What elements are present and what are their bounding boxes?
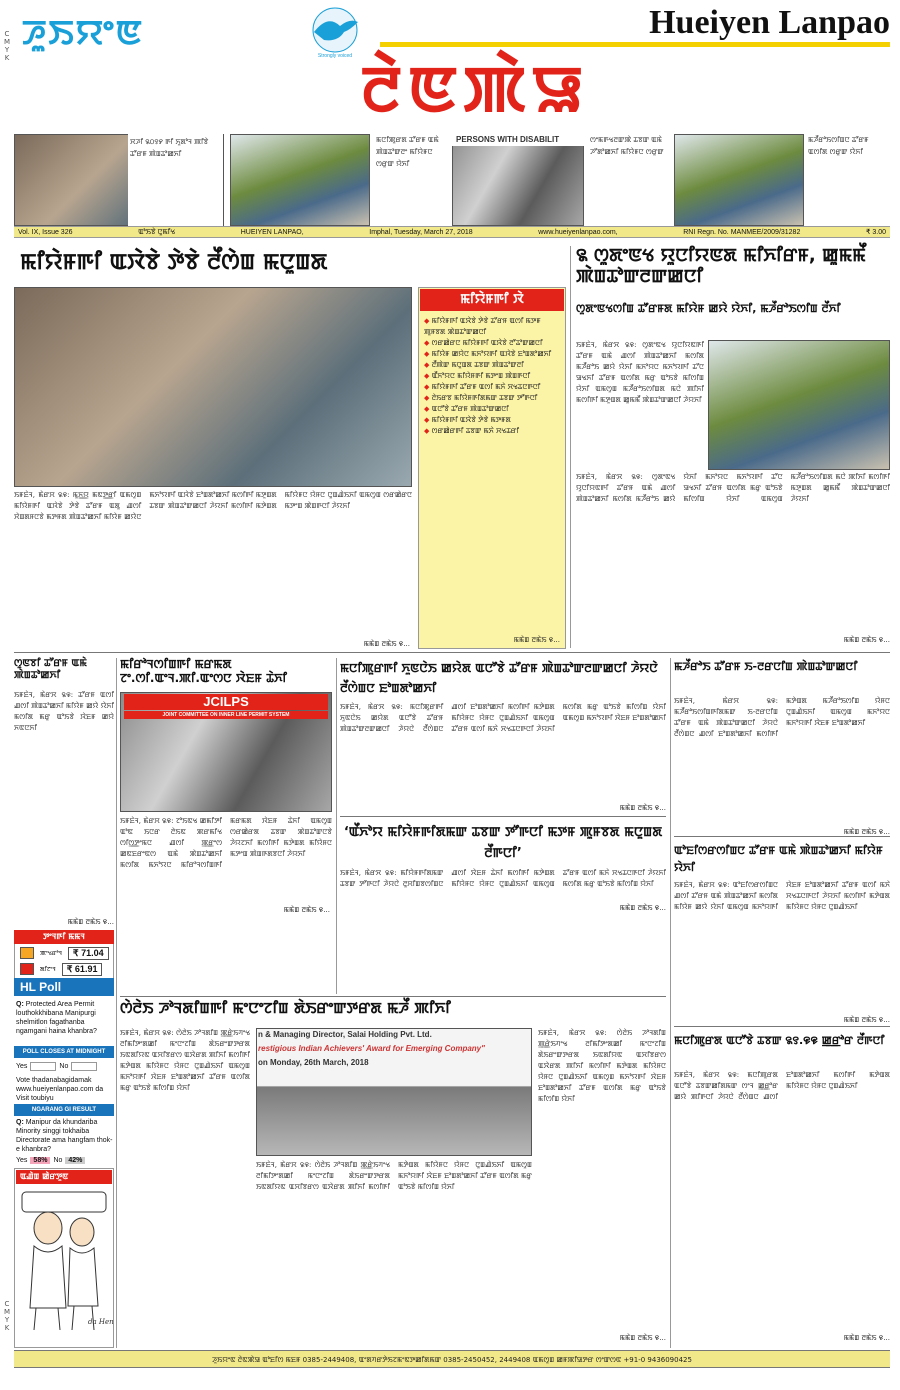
masthead-main-title: ꯂꯥꯟꯄꯥꯎ	[360, 52, 590, 127]
highlight-item: ◆ ꯃꯤꯌꯥꯝ ꯀꯌꯥꯅ ꯃꯈꯣꯌꯒꯤ ꯑꯋꯥꯕꯥ ꯐꯣꯡꯗꯣꯀꯈꯤ	[424, 350, 552, 358]
diesel-label: ꯗꯤꯖꯦꯜ	[40, 966, 56, 973]
strip-text-4: ꯁꯦꯃꯒꯠꯂꯛꯄꯥ ꯊꯕꯛ ꯑꯃꯥ ꯍꯧꯗꯣꯀꯈꯤ ꯃꯤꯌꯥꯝꯅ ꯁꯔꯨꯛ	[590, 136, 664, 156]
lead-headline: ꯃꯤꯌꯥꯝꯒꯤ ꯑꯋꯥꯕꯥ ꯇꯥꯕꯥ ꯂꯩꯁꯥꯡ ꯃꯅꯨꯡꯗ	[20, 250, 328, 275]
col1-body: ꯏꯝꯐꯥꯜ, ꯃꯥꯔꯆ ꯲꯶: ꯊꯧꯔꯝ ꯑꯁꯤ ꯉꯁꯤ ꯄꯥꯡꯊꯣꯀꯈꯤ ꯃꯤꯌꯥꯝ ꯀꯌꯥ ꯌꯥꯈꯤ ꯃꯁꯤꯗ ꯃꯔꯨ ꯑꯣꯏꯕꯥ ꯋꯥꯐꯝ ꯀꯌꯥ ꯈꯟꯅꯈꯤ	[14, 691, 114, 732]
jclps-banner: JCILPS	[124, 694, 328, 710]
highlight-item: ◆ ꯃꯤꯌꯥꯝꯒꯤ ꯑꯋꯥꯕꯥ ꯇꯥꯕꯥ ꯊꯧꯔꯝ ꯑꯁꯤ ꯃꯇꯝ ꯄꯨꯝꯕꯗ ꯄꯥꯡꯊꯣꯛꯀꯅꯤ	[424, 317, 541, 336]
section-rule	[674, 836, 890, 837]
lead-body: ꯏꯝꯐꯥꯜ, ꯃꯥꯔꯆ ꯲꯶: ꯃꯨꯈ꯭ꯌ ꯃꯟꯇ꯭ꯔꯤ ꯑꯃꯁꯨꯡ ꯃꯤꯌꯥꯝꯒꯤ ꯑꯋꯥꯕꯥ ꯇꯥꯕꯥ ꯊꯧꯔꯝ ꯑꯗꯨ ꯉꯁꯤ ꯆꯥꯡꯗꯝꯅꯕꯥ ꯃꯇꯝꯗ ꯄꯥꯡꯊꯣꯀꯈꯤ ꯃꯤꯌꯥꯝ ꯀꯌꯥꯅ ꯃꯈꯣꯌꯒꯤ ꯑꯋꯥꯕꯥ ꯐꯣꯡꯗꯣꯀꯈꯤ ꯃꯁꯤꯒꯤ ꯃꯇꯨꯡꯗ ꯊꯕꯛ ꯄꯥꯡꯊꯣꯛꯀꯅꯤ ꯍꯥꯌꯈꯤ ꯃꯁꯤꯒꯤ ꯃꯇꯥꯡꯗ ꯃꯤꯌꯥꯝꯅ ꯌꯥꯝꯅ ꯅꯨꯡꯉꯥꯏꯈꯤ ꯑꯃꯁꯨꯡ ꯁꯔꯀꯥꯔꯅ ꯃꯇꯦꯡ ꯄꯥꯡꯒꯅꯤ ꯍꯥꯌꯈꯤ	[14, 491, 412, 521]
poll-no-label: No	[59, 1062, 69, 1070]
poll-vote-instructions[interactable]: Vote thadanabagidamak www.hueiyenlanpao.com da Visit toubiyu	[16, 1077, 104, 1102]
column-rule	[116, 658, 117, 1348]
right-lead-subhead: ꯁꯨꯗꯦꯟꯠꯁꯤꯡ ꯊꯧꯔꯝꯗ ꯃꯤꯌꯥꯝ ꯀꯌꯥ ꯌꯥꯈꯤ, ꯃꯍꯩꯔꯣꯏꯁꯤꯡ ꯂꯩꯈꯤ	[576, 302, 841, 315]
masthead-rule	[380, 42, 890, 47]
poll-yes-box[interactable]	[30, 1062, 56, 1071]
poll-yes-label: Yes	[16, 1062, 28, 1070]
website: www.hueiyenlanpao.com,	[538, 228, 618, 236]
poll-q2-prefix: Q:	[16, 1119, 24, 1126]
right-col2-continued: ꯃꯃꯥꯡ ꯂꯃꯥꯏ ꯶...	[843, 1016, 890, 1024]
col1-continued: ꯃꯃꯥꯡ ꯂꯃꯥꯏ ꯶...	[67, 918, 114, 926]
highlight-item: ◆ ꯑꯅꯧꯕꯥ ꯊꯧꯔꯝ ꯄꯥꯡꯊꯣꯛꯀꯅꯤ	[424, 405, 509, 413]
right-lead-photo	[708, 340, 890, 470]
bottom-photo-banner-3: on Monday, 26th March, 2018	[258, 1058, 369, 1067]
print-color-marks: C M Y K	[3, 30, 11, 62]
diesel-row	[20, 962, 102, 976]
bottom-body-3: ꯏꯝꯐꯥꯜ, ꯃꯥꯔꯆ ꯲꯶: ꯁꯥꯂꯥꯏ ꯍꯣꯜꯗꯤꯡ ꯄ꯭ꯔꯥꯏꯚꯦꯠ ꯂꯤꯃꯤꯇꯦꯗꯀꯤ ꯃꯦꯅꯦꯖꯤꯡ ꯗꯥꯏꯔꯦꯛꯇꯔꯗ ꯏꯟꯗꯤꯌꯟ ꯑꯆꯤꯕꯔꯁ ꯑꯋꯥꯔꯗ ꯄꯤꯈꯤ ꯃꯁꯤꯒꯤ ꯃꯇꯥꯡꯗ ꯃꯤꯌꯥꯝꯅ ꯌꯥꯝꯅ ꯅꯨꯡꯉꯥꯏꯈꯤ ꯑꯃꯁꯨꯡ ꯃꯈꯣꯌꯒꯤ ꯋꯥꯐꯝ ꯐꯣꯡꯗꯣꯀꯈꯤ ꯊꯧꯔꯝ ꯑꯁꯤꯗ ꯃꯔꯨ ꯑꯣꯏꯕꯥ ꯃꯤꯁꯤꯡ ꯌꯥꯈꯤ	[538, 1029, 666, 1103]
diesel-price: ₹ 61.91	[62, 963, 103, 976]
cartoon-drawing-icon	[18, 1188, 114, 1338]
right-col3-continued: ꯃꯃꯥꯡ ꯂꯃꯥꯏ ꯶...	[843, 1334, 890, 1342]
poll-no-box[interactable]	[71, 1062, 97, 1071]
fuel-title: ꯇꯦꯜꯒꯤ ꯃꯃꯜ	[14, 930, 114, 944]
petrol-row	[20, 946, 109, 960]
right-col2-headline: ꯑꯣꯐꯤꯁꯔꯁꯤꯡꯅ ꯊꯧꯔꯝ ꯑꯃꯥ ꯄꯥꯡꯊꯣꯀꯈꯤ ꯃꯤꯌꯥꯝ ꯌꯥꯈꯤ	[674, 844, 883, 874]
dove-logo-icon	[300, 4, 370, 60]
right-lead-headline: ꯲ ꯁꯨꯗꯦꯟꯠ ꯌꯨꯅꯤꯌꯟꯗ ꯃꯤꯈꯤꯔꯝ, ꯀꯨꯃꯃꯩ ꯄꯥꯡꯊꯣꯛꯂꯛꯀꯅꯤ	[576, 245, 866, 287]
lead-continued: ꯃꯃꯥꯡ ꯂꯃꯥꯏ ꯶...	[363, 640, 410, 648]
strip-text-2: ꯃꯅꯤꯄꯨꯔꯗ ꯊꯧꯔꯝ ꯑꯃꯥ ꯄꯥꯡꯊꯣꯛꯂꯦ ꯃꯤꯌꯥꯝꯅ ꯁꯔꯨꯛ ꯌꯥꯈꯤ	[376, 136, 439, 168]
highlight-item: ◆ ꯃꯤꯌꯥꯝꯒꯤ ꯊꯧꯔꯝ ꯑꯁꯤ ꯃꯈꯥ ꯆꯠꯊꯅꯒꯅꯤ	[424, 383, 541, 391]
highlight-item: ◆ ꯃꯤꯌꯥꯝꯒꯤ ꯑꯋꯥꯕꯥ ꯇꯥꯕꯥ ꯃꯇꯝꯗ	[424, 416, 511, 424]
right-col3-headline: ꯃꯅꯤꯄꯨꯔꯗ ꯑꯅꯧꯕꯥ ꯊꯕꯛ ꯲꯱.꯶꯶ ꯀ꯭ꯔꯣꯔ ꯂꯩꯒꯅꯤ	[674, 1034, 885, 1047]
strip-photo-5	[674, 134, 804, 226]
masthead-script-title: ꯍꯨꯏꯌꯦꯟ	[22, 13, 144, 53]
right-col1-continued: ꯃꯃꯥꯡ ꯂꯃꯥꯏ ꯶...	[843, 828, 890, 836]
bottom-photo-banner-2: restigious Indian Achievers' Award for Emerging Company"	[258, 1044, 485, 1053]
bottom-body-2: ꯏꯝꯐꯥꯜ, ꯃꯥꯔꯆ ꯲꯶: ꯁꯥꯂꯥꯏ ꯍꯣꯜꯗꯤꯡ ꯄ꯭ꯔꯥꯏꯚꯦꯠ ꯂꯤꯃꯤꯇꯦꯗꯀꯤ ꯃꯦꯅꯦꯖꯤꯡ ꯗꯥꯏꯔꯦꯛꯇꯔꯗ ꯏꯟꯗꯤꯌꯟ ꯑꯆꯤꯕꯔꯁ ꯑꯋꯥꯔꯗ ꯄꯤꯈꯤ ꯃꯁꯤꯒꯤ ꯃꯇꯥꯡꯗ ꯃꯤꯌꯥꯝꯅ ꯌꯥꯝꯅ ꯅꯨꯡꯉꯥꯏꯈꯤ ꯑꯃꯁꯨꯡ ꯃꯈꯣꯌꯒꯤ ꯋꯥꯐꯝ ꯐꯣꯡꯗꯣꯀꯈꯤ ꯊꯧꯔꯝ ꯑꯁꯤꯗ ꯃꯔꯨ ꯑꯣꯏꯕꯥ ꯃꯤꯁꯤꯡ ꯌꯥꯈꯤ	[256, 1161, 532, 1191]
quote-headline: ‘ꯑꯩꯈꯣꯌ ꯃꯤꯌꯥꯝꯒꯤꯗꯃꯛ ꯊꯕꯛ ꯇꯧꯒꯅꯤ ꯃꯇꯝ ꯄꯨꯝꯕꯗ ꯃꯅꯨꯡꯗ ꯂꯩꯒꯅꯤ’	[343, 825, 663, 861]
jclps-headline: ꯃꯤꯔꯣꯜꯁꯤꯡꯒꯤ ꯃꯔꯃꯗ ꯖꯦ.ꯁꯤ.ꯑꯦꯜ.ꯄꯤ.ꯑꯦꯁꯅ ꯋꯥꯐꯝ ꯊꯥꯈꯤ	[120, 657, 287, 685]
rni-number: RNI Regn. No. MANMEE/2009/31282	[683, 228, 801, 236]
quote-continued: ꯃꯃꯥꯡ ꯂꯃꯥꯏ ꯶...	[619, 904, 666, 912]
jclps-body: ꯏꯝꯐꯥꯜ, ꯃꯥꯔꯆ ꯲꯶: ꯖꯣꯏꯟꯠ ꯀꯃꯤꯇꯤ ꯑꯣꯟ ꯏꯅꯔ ꯂꯥꯏꯟ ꯄꯔꯃꯤꯠ ꯁꯤꯁ꯭ꯇꯦꯃꯅ ꯉꯁꯤ ꯄ꯭ꯔꯦꯁ ꯀꯟꯐꯔꯦꯟꯁ ꯑꯃꯥ ꯄꯥꯡꯊꯣꯀꯈꯤ ꯃꯁꯤꯗ ꯃꯈꯣꯌꯅ ꯃꯤꯔꯣꯜꯁꯤꯡꯒꯤ ꯃꯔꯃꯗ ꯋꯥꯐꯝ ꯊꯥꯈꯤ ꯑꯃꯁꯨꯡ ꯁꯔꯀꯥꯔꯗ ꯊꯕꯛ ꯄꯥꯡꯊꯣꯛꯅꯕꯥ ꯍꯥꯌꯖꯈꯤ ꯃꯁꯤꯒꯤ ꯃꯇꯥꯡꯗ ꯃꯤꯌꯥꯝꯅ ꯃꯇꯦꯡ ꯄꯥꯡꯒꯗꯕꯅꯤ ꯍꯥꯌꯈꯤ	[120, 817, 332, 869]
strip-text-1: ꯆꯍꯤ ꯲꯰꯱꯸ ꯒꯤ ꯈꯨꯗꯣꯜ ꯄꯤꯕꯥ ꯊꯧꯔꯝ ꯄꯥꯡꯊꯣꯀꯈꯤ	[128, 134, 223, 226]
poll-result-no-label: No	[53, 1156, 63, 1164]
strip-banner-3: PERSONS WITH DISABILIT	[452, 134, 584, 146]
cartoon-signature: da Hen	[88, 1318, 114, 1326]
jclps-photo	[120, 692, 332, 812]
highlight-title: ꯃꯤꯌꯥꯝꯒꯤ ꯋꯥ	[420, 289, 564, 311]
section-rule	[14, 652, 890, 653]
poll-q-prefix: Q:	[16, 1001, 24, 1008]
volume-issue: Vol. IX, Issue 326	[18, 228, 73, 236]
poll-result-question	[16, 1118, 114, 1154]
center-headline: ꯃꯅꯤꯄꯨꯔꯒꯤ ꯈꯨꯟꯅꯥꯏ ꯀꯌꯥꯗ ꯑꯅꯧꯕꯥ ꯊꯧꯔꯝ ꯄꯥꯡꯊꯣꯛꯂꯛꯀꯅꯤ ꯍꯥꯌꯅꯥ ꯂꯩꯁꯥꯡꯅ ꯐꯣꯡꯗꯣꯀꯈꯤ	[340, 661, 658, 695]
fuel-pump-icon	[20, 963, 34, 975]
highlight-item: ◆ ꯁꯔꯀꯥꯔꯒꯤ ꯊꯕꯛ ꯃꯈꯥ ꯆꯠꯊꯔꯤ	[424, 427, 520, 435]
jclps-banner-caption: JOINT COMMITTEE ON INNER LINE PERMIT SYSTEM	[124, 711, 328, 719]
bottom-body-1: ꯏꯝꯐꯥꯜ, ꯃꯥꯔꯆ ꯲꯶: ꯁꯥꯂꯥꯏ ꯍꯣꯜꯗꯤꯡ ꯄ꯭ꯔꯥꯏꯚꯦꯠ ꯂꯤꯃꯤꯇꯦꯗꯀꯤ ꯃꯦꯅꯦꯖꯤꯡ ꯗꯥꯏꯔꯦꯛꯇꯔꯗ ꯏꯟꯗꯤꯌꯟ ꯑꯆꯤꯕꯔꯁ ꯑꯋꯥꯔꯗ ꯄꯤꯈꯤ ꯃꯁꯤꯒꯤ ꯃꯇꯥꯡꯗ ꯃꯤꯌꯥꯝꯅ ꯌꯥꯝꯅ ꯅꯨꯡꯉꯥꯏꯈꯤ ꯑꯃꯁꯨꯡ ꯃꯈꯣꯌꯒꯤ ꯋꯥꯐꯝ ꯐꯣꯡꯗꯣꯀꯈꯤ ꯊꯧꯔꯝ ꯑꯁꯤꯗ ꯃꯔꯨ ꯑꯣꯏꯕꯥ ꯃꯤꯁꯤꯡ ꯌꯥꯈꯤ	[120, 1029, 250, 1092]
poll-result-banner: NGARANG GI RESULT	[14, 1104, 114, 1116]
center-body: ꯏꯝꯐꯥꯜ, ꯃꯥꯔꯆ ꯲꯶: ꯃꯅꯤꯄꯨꯔꯒꯤ ꯈꯨꯟꯅꯥꯏ ꯀꯌꯥꯗ ꯑꯅꯧꯕꯥ ꯊꯧꯔꯝ ꯄꯥꯡꯊꯣꯛꯂꯛꯀꯅꯤ ꯍꯥꯌꯅꯥ ꯂꯩꯁꯥꯡꯅ ꯉꯁꯤ ꯐꯣꯡꯗꯣꯀꯈꯤ ꯃꯁꯤꯒꯤ ꯃꯇꯥꯡꯗ ꯃꯤꯌꯥꯝꯅ ꯌꯥꯝꯅ ꯅꯨꯡꯉꯥꯏꯈꯤ ꯑꯃꯁꯨꯡ ꯊꯧꯔꯝ ꯑꯁꯤ ꯃꯈꯥ ꯆꯠꯊꯅꯒꯅꯤ ꯍꯥꯌꯈꯤ ꯃꯁꯤꯗ ꯃꯔꯨ ꯑꯣꯏꯕꯥ ꯃꯤꯁꯤꯡ ꯌꯥꯈꯤ ꯑꯃꯁꯨꯡ ꯃꯈꯣꯌꯒꯤ ꯋꯥꯐꯝ ꯐꯣꯡꯗꯣꯀꯈꯤ	[340, 703, 666, 733]
column-rule	[670, 658, 671, 1348]
highlight-item: ◆ ꯁꯔꯀꯥꯔꯅ ꯃꯤꯌꯥꯝꯒꯤ ꯑꯋꯥꯕꯥ ꯂꯧꯊꯣꯛꯀꯅꯤ	[424, 339, 543, 347]
right-lead-body-2: ꯏꯝꯐꯥꯜ, ꯃꯥꯔꯆ ꯲꯶: ꯁꯨꯗꯦꯟꯠ ꯌꯨꯅꯤꯌꯟꯒꯤ ꯊꯧꯔꯝ ꯑꯃꯥ ꯉꯁꯤ ꯄꯥꯡꯊꯣꯀꯈꯤ ꯃꯁꯤꯗ ꯃꯍꯩꯔꯣꯏ ꯀꯌꯥ ꯌꯥꯈꯤ ꯃꯈꯣꯌꯅ ꯃꯈꯣꯌꯒꯤ ꯊꯧꯅ ꯎꯠꯈꯤ ꯊꯧꯔꯝ ꯑꯁꯤꯗ ꯃꯔꯨ ꯑꯣꯏꯕꯥ ꯃꯤꯁꯤꯡ ꯌꯥꯈꯤ ꯑꯃꯁꯨꯡ ꯃꯍꯩꯔꯣꯏꯁꯤꯡꯗ ꯃꯅꯥ ꯄꯤꯈꯤ ꯃꯁꯤꯒꯤ ꯃꯇꯨꯡꯗ ꯀꯨꯃꯃꯩ ꯄꯥꯡꯊꯣꯛꯀꯅꯤ ꯍꯥꯌꯈꯤ	[576, 473, 890, 503]
strip-photo-3	[452, 134, 584, 226]
poll-q-text: Protected Area Permit louthokkhibana Manipurgi shelmitlon fagathanba ngamgani haina khanbra?	[16, 1001, 97, 1035]
issue-info-bar	[14, 226, 890, 238]
dateline: Imphal, Tuesday, March 27, 2018	[369, 228, 473, 236]
highlight-item: ◆ ꯂꯥꯏꯔꯕ ꯃꯤꯌꯥꯝꯒꯤꯗꯃꯛ ꯊꯕꯛ ꯇꯧꯒꯅꯤ	[424, 394, 538, 402]
right-lead-body-1: ꯏꯝꯐꯥꯜ, ꯃꯥꯔꯆ ꯲꯶: ꯁꯨꯗꯦꯟꯠ ꯌꯨꯅꯤꯌꯟꯒꯤ ꯊꯧꯔꯝ ꯑꯃꯥ ꯉꯁꯤ ꯄꯥꯡꯊꯣꯀꯈꯤ ꯃꯁꯤꯗ ꯃꯍꯩꯔꯣꯏ ꯀꯌꯥ ꯌꯥꯈꯤ ꯃꯈꯣꯌꯅ ꯃꯈꯣꯌꯒꯤ ꯊꯧꯅ ꯎꯠꯈꯤ ꯊꯧꯔꯝ ꯑꯁꯤꯗ ꯃꯔꯨ ꯑꯣꯏꯕꯥ ꯃꯤꯁꯤꯡ ꯌꯥꯈꯤ ꯑꯃꯁꯨꯡ ꯃꯍꯩꯔꯣꯏꯁꯤꯡꯗ ꯃꯅꯥ ꯄꯤꯈꯤ ꯃꯁꯤꯒꯤ ꯃꯇꯨꯡꯗ ꯀꯨꯃꯃꯩ ꯄꯥꯡꯊꯣꯛꯀꯅꯤ ꯍꯥꯌꯈꯤ	[576, 341, 704, 404]
section-rule	[674, 1026, 890, 1027]
paper-name: HUEIYEN LANPAO,	[240, 228, 304, 236]
poll-result-row	[16, 1154, 114, 1166]
highlight-continued: ꯃꯃꯥꯡ ꯂꯃꯥꯏ ꯶...	[513, 636, 560, 644]
petrol-price: ₹ 71.04	[68, 947, 109, 960]
bottom-headline: ꯁꯥꯂꯥꯏ ꯍꯣꯜꯗꯤꯡꯒꯤ ꯃꯦꯅꯦꯖꯤꯡ ꯗꯥꯏꯔꯦꯛꯇꯔꯗ ꯃꯍꯩ ꯄꯤꯈꯤ	[120, 999, 451, 1017]
strip-photo-2	[230, 134, 370, 226]
price: ₹ 3.00	[865, 229, 886, 236]
poll-title: HL Poll	[14, 978, 114, 996]
right-col1-body: ꯏꯝꯐꯥꯜ, ꯃꯥꯔꯆ ꯲꯶: ꯃꯍꯩꯔꯣꯏꯁꯤꯡꯒꯤꯗꯃꯛ ꯏ-ꯂꯔꯅꯤꯡ ꯊꯧꯔꯝ ꯑꯃꯥ ꯄꯥꯡꯊꯣꯛꯀꯅꯤ ꯍꯥꯌꯅꯥ ꯂꯩꯁꯥꯡꯅ ꯉꯁꯤ ꯐꯣꯡꯗꯣꯀꯈꯤ ꯃꯁꯤꯒꯤ ꯃꯇꯥꯡꯗ ꯃꯍꯩꯔꯣꯏꯁꯤꯡ ꯌꯥꯝꯅ ꯅꯨꯡꯉꯥꯏꯈꯤ ꯑꯃꯁꯨꯡ ꯃꯈꯣꯌꯅ ꯃꯈꯣꯌꯒꯤ ꯋꯥꯐꯝ ꯐꯣꯡꯗꯣꯀꯈꯤ	[674, 697, 890, 738]
bottom-photo-banner-1: n & Managing Director, Salai Holding Pvt. Ltd.	[258, 1030, 432, 1039]
column-rule	[336, 658, 337, 994]
right-col2-body: ꯏꯝꯐꯥꯜ, ꯃꯥꯔꯆ ꯲꯶: ꯑꯣꯐꯤꯁꯔꯁꯤꯡꯅ ꯉꯁꯤ ꯊꯧꯔꯝ ꯑꯃꯥ ꯄꯥꯡꯊꯣꯀꯈꯤ ꯃꯁꯤꯗ ꯃꯤꯌꯥꯝ ꯀꯌꯥ ꯌꯥꯈꯤ ꯑꯃꯁꯨꯡ ꯃꯈꯣꯌꯒꯤ ꯋꯥꯐꯝ ꯐꯣꯡꯗꯣꯀꯈꯤ ꯊꯧꯔꯝ ꯑꯁꯤ ꯃꯈꯥ ꯆꯠꯊꯅꯒꯅꯤ ꯍꯥꯌꯈꯤ ꯃꯁꯤꯒꯤ ꯃꯇꯥꯡꯗ ꯃꯤꯌꯥꯝꯅ ꯌꯥꯝꯅ ꯅꯨꯡꯉꯥꯏꯈꯤ	[674, 881, 890, 911]
right-col1-headline: ꯃꯍꯩꯔꯣꯏ ꯊꯧꯔꯝ ꯏ-ꯂꯔꯅꯤꯡ ꯄꯥꯡꯊꯣꯛꯀꯅꯤ	[674, 660, 858, 673]
right-col3-body: ꯏꯝꯐꯥꯜ, ꯃꯥꯔꯆ ꯲꯶: ꯃꯅꯤꯄꯨꯔꯗ ꯑꯅꯧꯕꯥ ꯊꯕꯛꯀꯤꯗꯃꯛ ꯁꯦꯜ ꯀ꯭ꯔꯣꯔ ꯀꯌꯥ ꯄꯤꯒꯅꯤ ꯍꯥꯌꯅꯥ ꯂꯩꯁꯥꯡꯅ ꯉꯁꯤ ꯐꯣꯡꯗꯣꯀꯈꯤ ꯃꯁꯤꯒꯤ ꯃꯇꯥꯡꯗ ꯃꯤꯌꯥꯝꯅ ꯌꯥꯝꯅ ꯅꯨꯡꯉꯥꯏꯈꯤ	[674, 1071, 890, 1101]
print-color-marks-bottom: C M Y K	[3, 1300, 11, 1332]
cartoon-title: ꯑꯉꯥꯡ ꯀꯥꯔꯇꯨꯟ	[16, 1170, 112, 1184]
dove-caption: Strongly voiced	[317, 53, 353, 59]
highlight-item: ◆ ꯑꯩꯈꯣꯌꯅ ꯃꯤꯌꯥꯝꯒꯤ ꯃꯇꯦꯡ ꯄꯥꯡꯒꯅꯤ	[424, 372, 531, 380]
poll-closes-banner: POLL CLOSES AT MIDNIGHT	[14, 1046, 114, 1058]
highlight-list	[424, 316, 562, 640]
column-rule	[570, 246, 571, 648]
col1-headline: ꯁꯨꯟꯕꯤ ꯊꯧꯔꯝ ꯑꯃꯥ ꯄꯥꯡꯊꯣꯀꯈꯤ	[14, 658, 87, 681]
petrol-label: ꯄꯦꯠꯔꯣꯜ	[40, 950, 62, 957]
fuel-pump-icon	[20, 947, 34, 959]
section-rule	[340, 816, 666, 817]
quote-body: ꯏꯝꯐꯥꯜ, ꯃꯥꯔꯆ ꯲꯶: ꯃꯤꯌꯥꯝꯒꯤꯗꯃꯛ ꯊꯕꯛ ꯇꯧꯒꯅꯤ ꯍꯥꯌꯅꯥ ꯂꯨꯆꯤꯡꯕꯁꯤꯡꯅ ꯉꯁꯤ ꯋꯥꯐꯝ ꯊꯥꯈꯤ ꯃꯁꯤꯒꯤ ꯃꯇꯥꯡꯗ ꯃꯤꯌꯥꯝꯅ ꯌꯥꯝꯅ ꯅꯨꯡꯉꯥꯏꯈꯤ ꯑꯃꯁꯨꯡ ꯊꯧꯔꯝ ꯑꯁꯤ ꯃꯈꯥ ꯆꯠꯊꯅꯒꯅꯤ ꯍꯥꯌꯈꯤ ꯃꯁꯤꯗ ꯃꯔꯨ ꯑꯣꯏꯕꯥ ꯃꯤꯁꯤꯡ ꯌꯥꯈꯤ	[340, 869, 666, 888]
center-continued: ꯃꯃꯥꯡ ꯂꯃꯥꯏ ꯶...	[619, 804, 666, 812]
highlight-item: ◆ ꯂꯩꯄꯥꯛ ꯃꯅꯨꯡꯗ ꯊꯕꯛ ꯄꯥꯡꯊꯣꯛꯂꯤ	[424, 361, 524, 369]
section-rule	[120, 996, 666, 997]
meetei-date: ꯑꯣꯏꯕꯥ ꯅꯨꯃꯤꯠ	[138, 228, 176, 236]
poll-question	[16, 1000, 114, 1044]
footer-contact-bar: ꯍꯨꯏꯌꯦꯟ ꯂꯥꯟꯄꯥꯎ ꯑꯣꯐꯤꯁ ꯃꯐꯝ 0385-2449408, ꯑꯦꯗꯚꯔꯇꯥꯏꯖꯃꯦꯟꯇꯀꯤꯗꯃꯛ 0385-2450452, 2449408 ꯑꯃꯁꯨꯡ ꯀꯝꯄꯤꯎꯇꯔ ꯁꯦꯛꯁꯟ +91-0 9436090425	[14, 1350, 890, 1368]
poll-q2-text: Manipur da khundariba Minority singgi tokhaiba Directorate ama hangfam thok-e khanbra?	[16, 1119, 113, 1153]
jclps-continued: ꯃꯃꯥꯡ ꯂꯃꯥꯏ ꯶...	[283, 906, 330, 914]
strip-text-5: ꯃꯍꯩꯔꯣꯏꯁꯤꯡꯅ ꯊꯧꯔꯝ ꯑꯁꯤꯗ ꯁꯔꯨꯛ ꯌꯥꯈꯤ	[808, 136, 869, 156]
poll-result-yes-label: Yes	[16, 1156, 28, 1164]
masthead-english-title: Hueiyen Lanpao	[649, 4, 890, 41]
lead-photo	[14, 287, 412, 487]
poll-vote-row	[16, 1060, 114, 1072]
bottom-continued: ꯃꯃꯥꯡ ꯂꯃꯥꯏ ꯶...	[619, 1334, 666, 1342]
poll-yes-percent: 58%	[30, 1157, 50, 1164]
poll-no-percent: 42%	[65, 1157, 85, 1164]
right-lead-continued: ꯃꯃꯥꯡ ꯂꯃꯥꯏ ꯶...	[843, 636, 890, 644]
